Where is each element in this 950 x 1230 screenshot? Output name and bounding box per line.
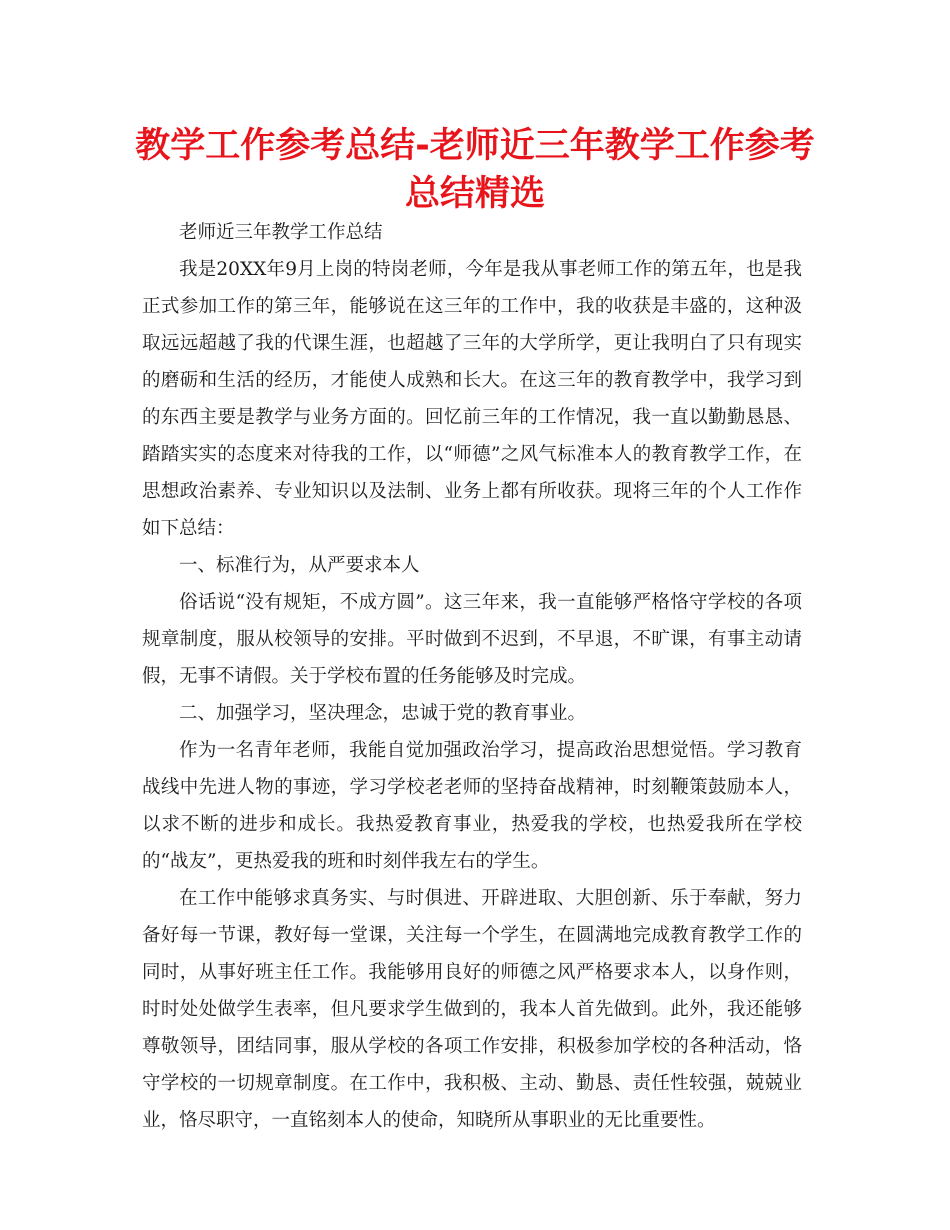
section-heading-1: 一、标准行为，从严要求本人 bbox=[179, 555, 420, 576]
paragraph-intro: 我是20XX年9月上岗的特岗老师，今年是我从事老师工作的第五年，也是我正式参加工作的第三年，能够说在这三年的工作中，我的收获是丰盛的，这种汲取远远超越了我的代课生涯，也超越了三年的大学所学，更让我明白了只有现实的磨砺和生活的经历，才能使人成熟和长大。在这三年的教育教学中，我学习到的东西主要是教学与业务方面的。回忆前三年的工作情况，我一直以勤勤恳恳、踏踏实实的态度来对待我的工作，以“师德”之风气标准本人的教育教学工作，在思想政治素养、专业知识以及法制、业务上都有所收获。现将三年的个人工作作如下总结： bbox=[142, 259, 802, 539]
paragraph-section-1: 俗话说“没有规矩，不成方圆”。这三年来，我一直能够严格恪守学校的各项规章制度，服从校领导的安排。平时做到不迟到，不早退，不旷课，有事主动请假，无事不请假。关于学校布置的任务能够及时完成。 bbox=[142, 592, 802, 687]
document-body bbox=[142, 214, 802, 1139]
section-heading-2: 二、加强学习，坚决理念，忠诚于党的教育事业。 bbox=[179, 703, 587, 724]
paragraph-section-2b: 在工作中能够求真务实、与时俱进、开辟进取、大胆创新、乐于奉献，努力备好每一节课，教好每一堂课，关注每一个学生，在圆满地完成教育教学工作的同时，从事好班主任工作。我能够用良好的师德之风严格要求本人，以身作则，时时处处做学生表率，但凡要求学生做到的，我本人首先做到。此外，我还能够尊敬领导，团结同事，服从学校的各项工作安排，积极参加学校的各种活动，恪守学校的一切规章制度。在工作中，我积极、主动、勤恳、责任性较强，兢兢业业，恪尽职守，一直铭刻本人的使命，知晓所从事职业的无比重要性。 bbox=[142, 888, 802, 1131]
document-title: 教学工作参考总结-老师近三年教学工作参考总结精选 bbox=[135, 126, 815, 214]
paragraph-section-2a: 作为一名青年老师，我能自觉加强政治学习，提高政治思想觉悟。学习教育战线中先进人物的事迹，学习学校老老师的坚持奋战精神，时刻鞭策鼓励本人，以求不断的进步和成长。我热爱教育事业，热爱我的学校，也热爱我所在学校的“战友”，更热爱我的班和时刻伴我左右的学生。 bbox=[142, 740, 802, 872]
paragraph-subtitle: 老师近三年教学工作总结 bbox=[179, 222, 383, 243]
